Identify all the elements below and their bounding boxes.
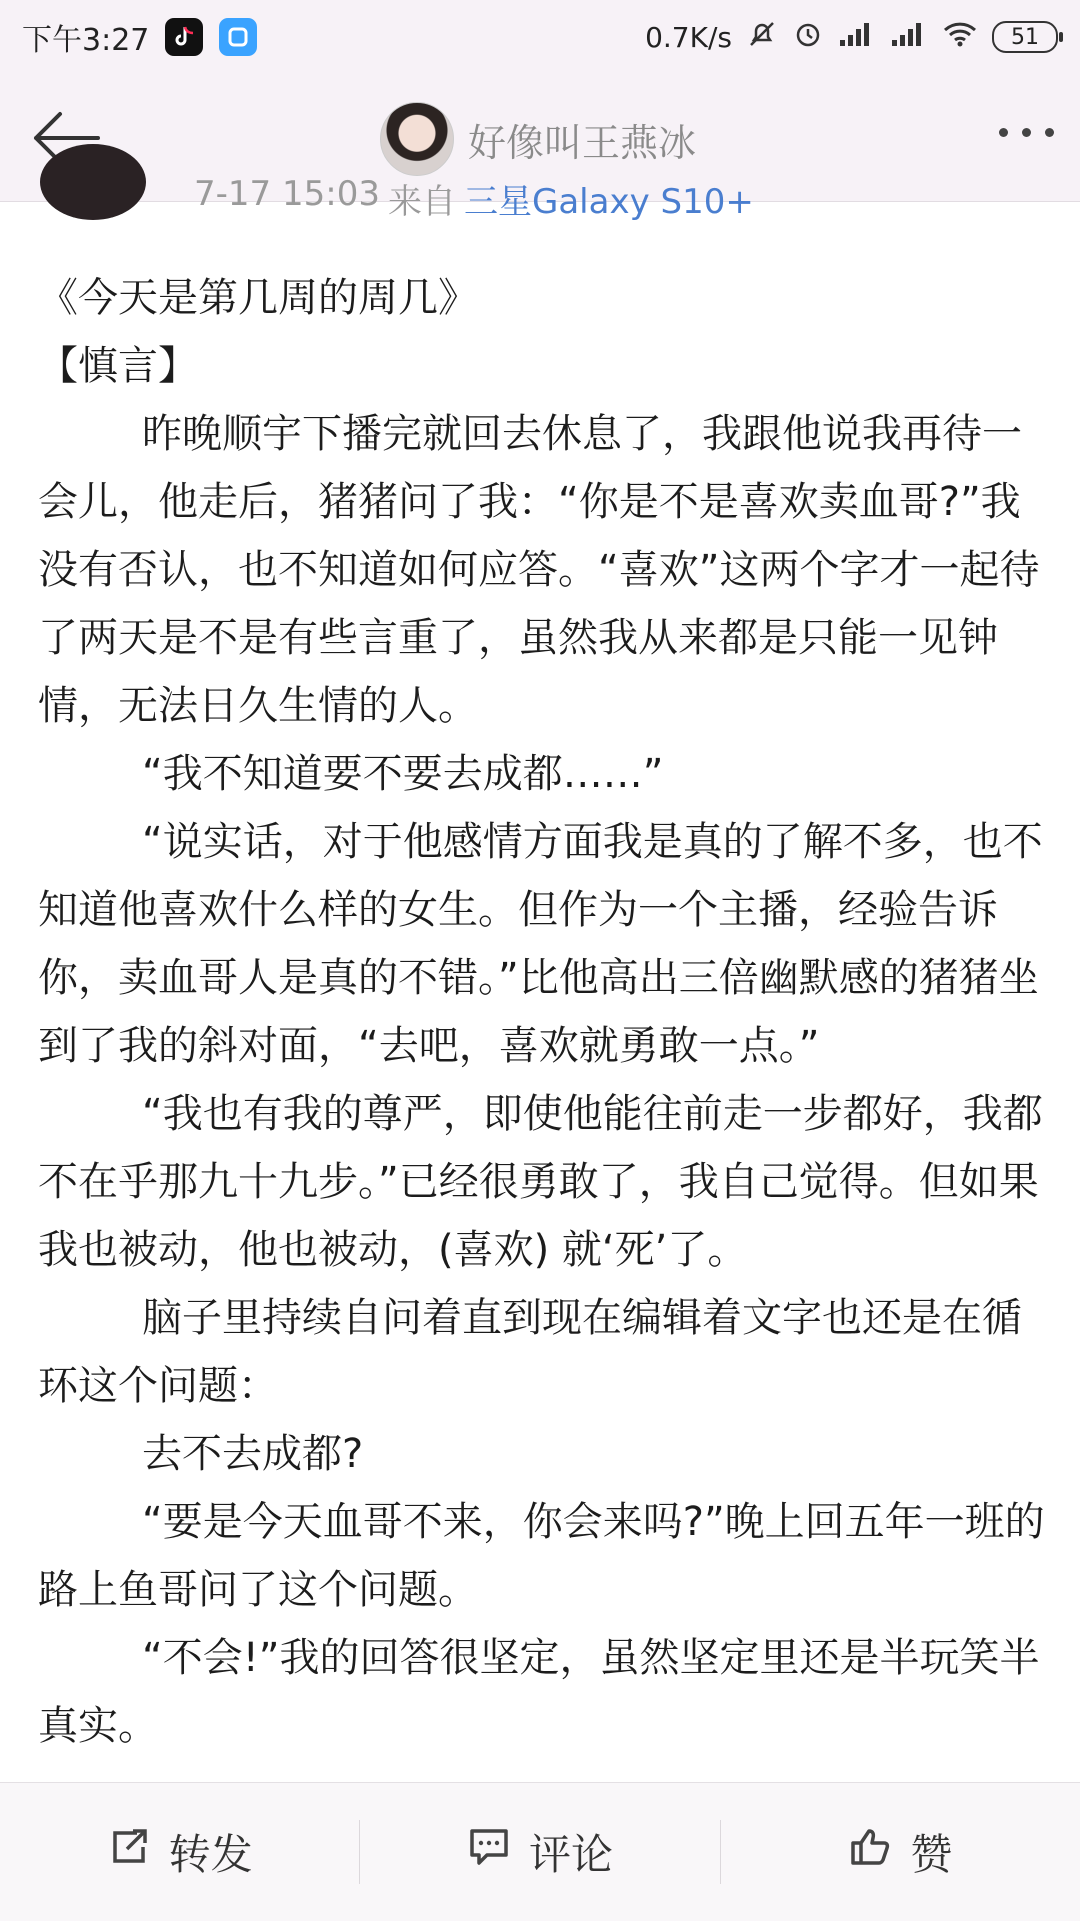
signal-icon-2 — [890, 20, 928, 55]
post-meta — [0, 174, 1080, 234]
post-paragraph: “我不知道要不要去成都……” — [142, 751, 664, 797]
post-device-link[interactable]: 三星Galaxy S10+ — [464, 182, 754, 222]
comment-label: 评论 — [528, 1830, 613, 1879]
like-button[interactable] — [721, 1812, 1080, 1892]
author-avatar[interactable] — [40, 144, 146, 220]
wifi-icon — [942, 20, 978, 55]
comment-icon — [467, 1825, 511, 1879]
repost-button[interactable] — [0, 1812, 359, 1892]
post-paragraph: 去不去成都? — [142, 1431, 364, 1477]
clock: 下午3:27 — [22, 23, 150, 58]
post-paragraph: “要是今天血哥不来，你会来吗?”晚上回五年一班的路上鱼哥问了这个问题。 — [38, 1499, 1045, 1613]
post-time: 7-17 15:03 — [194, 174, 380, 214]
signal-icon — [838, 20, 876, 55]
post-paragraph: 《今天是第几周的周几》 — [38, 275, 478, 321]
comment-button[interactable] — [360, 1812, 719, 1892]
battery-icon — [992, 21, 1058, 53]
post-source-prefix: 来自 — [388, 182, 456, 222]
repost-label: 转发 — [168, 1830, 253, 1879]
alarm-icon — [792, 18, 824, 57]
page-title: 好像叫王燕冰 — [468, 120, 697, 165]
post-paragraph: “不会!”我的回答很坚定，虽然坚定里还是半玩笑半真实。 — [38, 1635, 1040, 1749]
post-content[interactable] — [0, 174, 1080, 1782]
status-right — [645, 18, 1058, 57]
battery-level: 51 — [1011, 24, 1039, 50]
post-body — [38, 264, 1048, 1760]
silent-bell-icon — [746, 18, 778, 57]
status-bar — [0, 0, 1080, 74]
nav-user[interactable] — [380, 102, 696, 176]
repost-icon — [107, 1825, 151, 1879]
bottom-action-bar — [0, 1782, 1080, 1921]
network-speed: 0.7K/s — [645, 20, 732, 54]
post-paragraph: “说实话，对于他感情方面我是真的了解不多，也不知道他喜欢什么样的女生。但作为一个主播，经验告诉你，卖血哥人是真的不错。”比他高出三倍幽默感的猪猪坐到了我的斜对面，“去吧，喜欢就勇敢一点。” — [38, 819, 1043, 1069]
post-paragraph: 昨晚顺宇下播完就回去休息了，我跟他说我再待一会儿，他走后，猪猪问了我：“你是不是喜欢卖血哥?”我没有否认，也不知道如何应答。“喜欢”这两个字才一起待了两天是不是有些言重了，虽然我从来都是只能一见钟情，无法日久生情的人。 — [38, 411, 1040, 729]
avatar[interactable] — [380, 102, 454, 176]
more-horizontal-icon[interactable] — [999, 128, 1054, 137]
like-label: 赞 — [910, 1830, 953, 1879]
app-notification-icon — [219, 18, 257, 56]
thumbs-up-icon — [848, 1825, 892, 1879]
post-paragraph: 脑子里持续自问着直到现在编辑着文字也还是在循环这个问题： — [38, 1295, 1022, 1409]
tiktok-icon — [165, 18, 203, 56]
status-left — [22, 15, 257, 59]
post-paragraph: 【慎言】 — [38, 343, 198, 389]
post-paragraph: “我也有我的尊严，即使他能往前走一步都好，我都不在乎那九十九步。”已经很勇敢了，我自己觉得。但如果我也被动，他也被动，(喜欢) 就‘死’了。 — [38, 1091, 1043, 1273]
